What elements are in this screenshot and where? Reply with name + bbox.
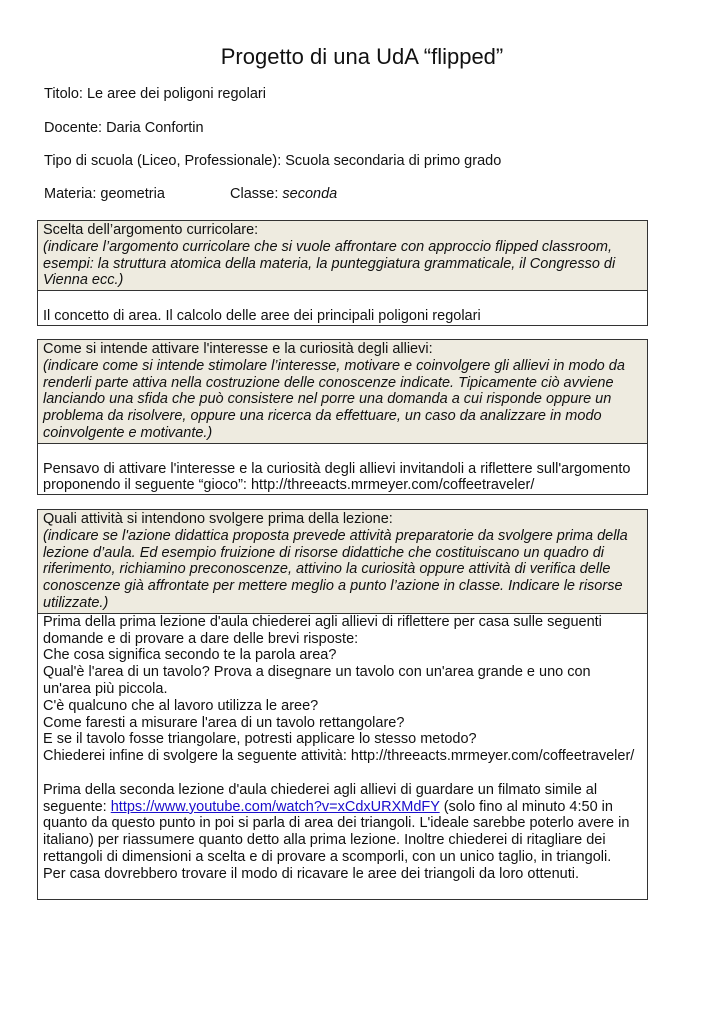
section-hint-line: coinvolgente e motivante.) [43,424,213,441]
youtube-link[interactable]: https://www.youtube.com/watch?v=xCdxURXMdFY [110,798,440,815]
section-interesse [37,339,648,495]
section-answer [38,291,647,325]
answer-line: Prima della seconda lezione d'aula chiederei agli allievi di guardare un filmato simile al [43,781,598,798]
answer-line: un'area più piccola. [43,680,168,697]
field-tipo-scuola: Tipo di scuola (Liceo, Professionale): Scuola secondaria di primo grado [44,153,502,169]
answer-line: Prima della prima lezione d'aula chiederei agli allievi di riflettere per casa sulle seguenti [43,613,602,630]
section-hint-line: (indicare se l'azione didattica proposta prevede attività preparatorie da svolgere prima della [43,527,628,544]
answer-line: Qual'è l'area di un tavolo? Prova a disegnare un tavolo con un'area grande e uno con [43,664,591,681]
section-hint-line: esempi: la struttura atomica della materia, la punteggiatura grammaticale, il Congresso di [43,255,616,272]
link-line [43,799,642,816]
section-answer [38,444,647,494]
answer-line: italiano) per riassumere quanto detto alla prima lezione. Inoltre chiederei di ritagliare dei [43,832,606,849]
section-header [38,340,647,444]
answer-line [43,883,642,900]
section-header [38,221,647,291]
text: seguente: [43,798,111,815]
section-hint-line: (indicare come si intende stimolare l’interesse, motivare e coinvolgere gli allievi in modo da [43,357,625,374]
section-hint-line: renderli parte attiva nella costruzione delle conoscenze indicate. Tipicamente ciò avviene [43,374,614,391]
section-answer [38,614,647,900]
section-hint-line: lezione d’aula. Ed esempio fruizione di risorse didattiche che costituiscano un quadro di [43,544,604,561]
answer-line [43,291,642,308]
answer-line: Pensavo di attivare l'interesse e la curiosità degli allievi invitandoli a riflettere sull'argomento [43,460,631,477]
section-hint-line: Vienna ecc.) [43,272,124,289]
answer-line [43,444,642,461]
answer-line: domande e di provare a dare delle brevi risposte: [43,630,359,647]
answer-line: proponendo il seguente “gioco”: http://threeacts.mrmeyer.com/coffeetraveler/ [43,477,535,494]
section-hint-line: utilizzate.) [43,594,109,611]
section-heading: Scelta dell’argomento curricolare: [43,222,259,238]
field-titolo: Titolo: Le aree dei poligoni regolari [44,86,266,102]
field-classe [230,186,337,202]
section-header [38,510,647,614]
answer-line: Come faresti a misurare l'area di un tavolo rettangolare? [43,714,405,731]
section-hint-line: (indicare l’argomento curricolare che si vuole affrontare con approccio flipped classroom, [43,238,612,255]
section-attivita-prima [37,509,648,900]
answer-line: E se il tavolo fosse triangolare, potresti applicare lo stesso metodo? [43,731,477,748]
answer-line: Che cosa significa secondo te la parola area? [43,647,337,664]
classe-label: Classe: [230,186,283,202]
section-argomento [37,220,648,326]
document-title: Progetto di una UdA “flipped” [220,44,504,69]
answer-line: quanto da questo punto in poi si parla di area dei triangoli. L'ideale sarebbe poterlo avere in [43,815,630,832]
section-heading: Quali attività si intendono svolgere prima della lezione: [43,511,393,527]
answer-line [43,765,642,782]
field-docente: Docente: Daria Confortin [44,120,204,136]
section-hint-line: riferimento, richiamino preconoscenze, attivino la curiosità oppure attività di verifica delle [43,561,611,578]
section-hint-line: problema da risolvere, oppure una ricerca da effettuare, un caso da analizzare in modo [43,408,602,425]
answer-line: rettangoli di dimensioni a scelta e di provare a scomporli, con un unico taglio, in triangoli. [43,848,612,865]
classe-value: seconda [282,186,338,202]
answer-line: C'è qualcuno che al lavoro utilizza le aree? [43,697,319,714]
answer-line: Il concetto di area. Il calcolo delle aree dei principali poligoni regolari [43,307,481,324]
section-hint-line: conoscenze già affrontate per mettere meglio a punto l’azione in classe. Indicare le risorse [43,578,623,595]
section-hint-line: lanciando una sfida che può consistere nel porre una domanda a cui risponde oppure un [43,391,612,408]
text: (solo fino al minuto 4:50 in [439,798,613,815]
field-materia: Materia: geometria [44,186,165,202]
answer-line: Chiederei infine di svolgere la seguente attività: http://threeacts.mrmeyer.com/coffeetraveler/ [43,748,635,765]
answer-line: Per casa dovrebbero trovare il modo di ricavare le aree dei triangoli da loro ottenuti. [43,865,579,882]
section-heading: Come si intende attivare l'interesse e la curiosità degli allievi: [43,341,433,357]
